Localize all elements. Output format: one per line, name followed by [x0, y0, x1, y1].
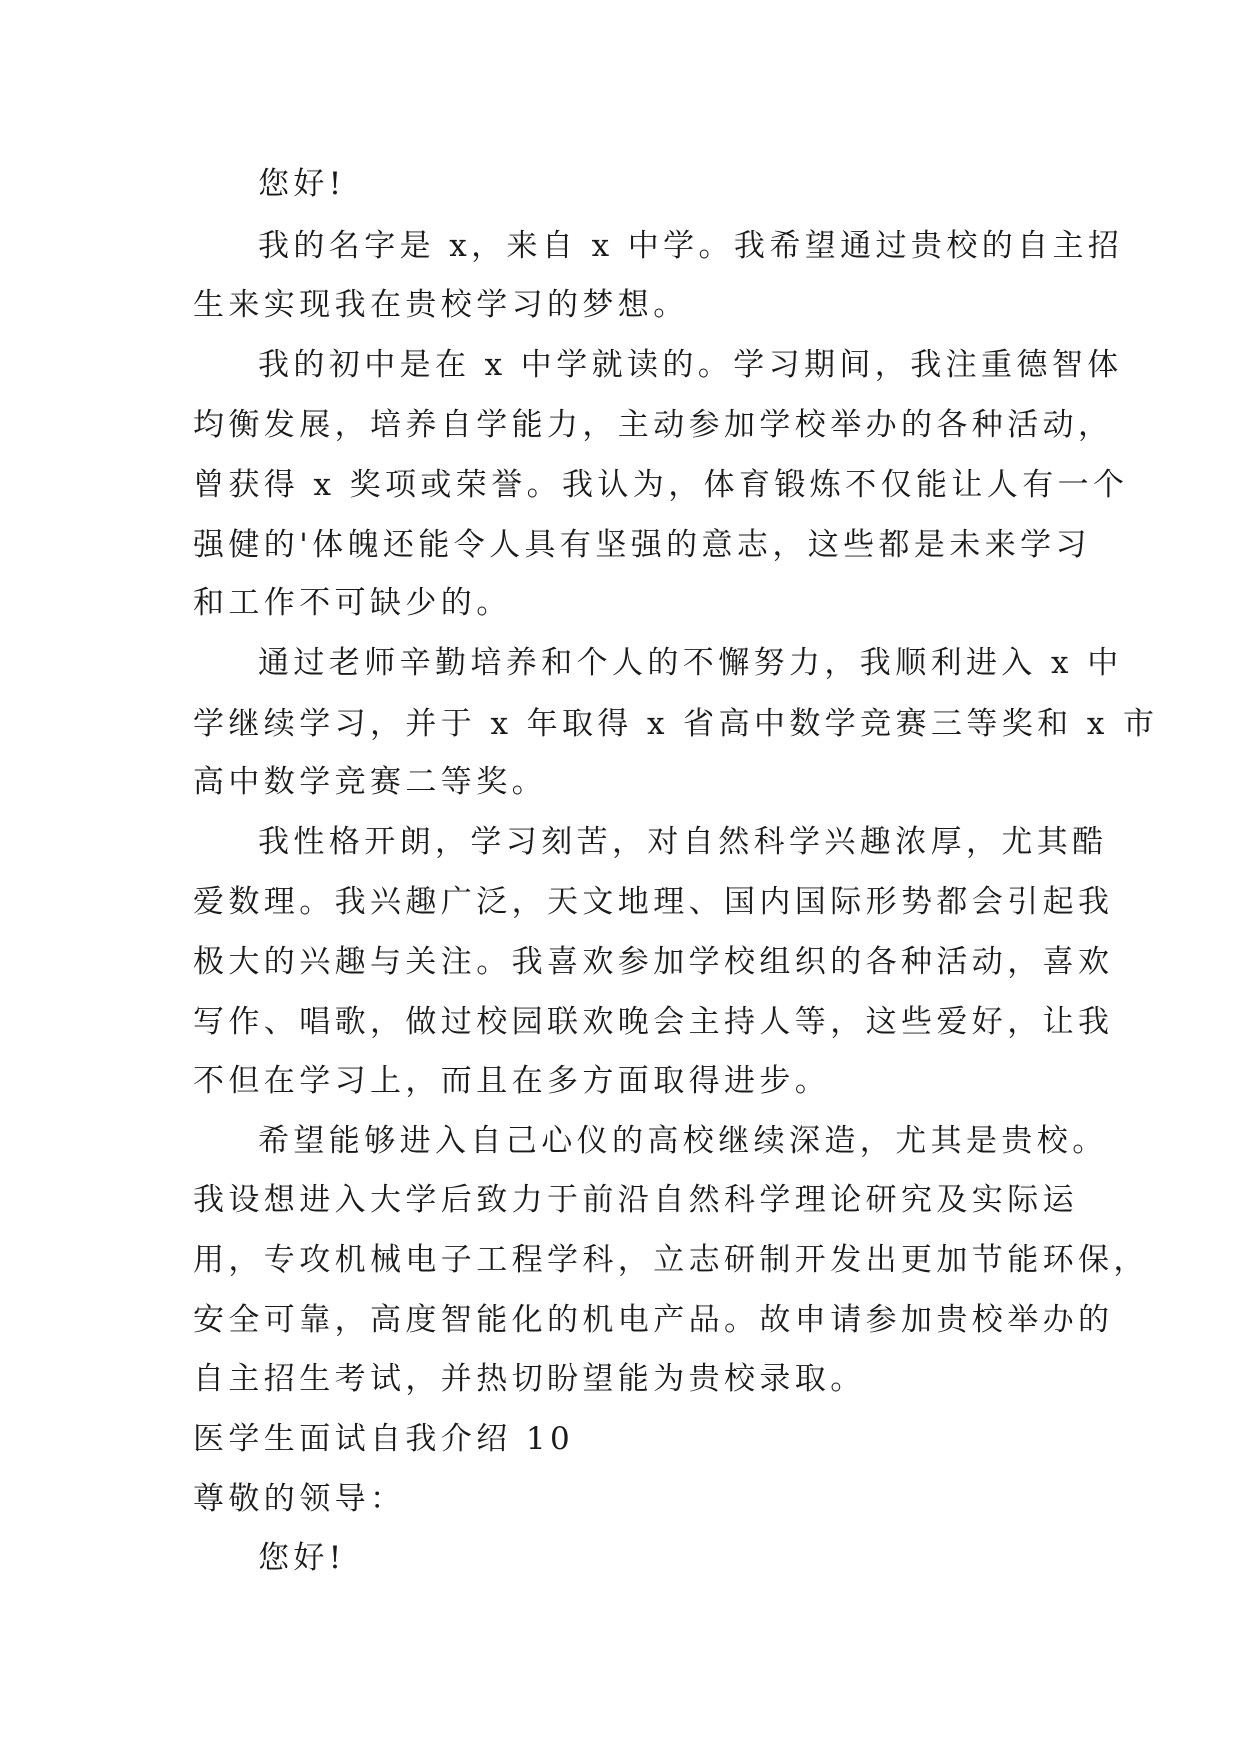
paragraph-2-line-5: 和工作不可缺少的。: [193, 585, 512, 621]
paragraph-5-line-1: 希望能够进入自己心仪的高校继续深造，尤其是贵校。: [258, 1123, 1108, 1159]
paragraph-4-line-5: 不但在学习上，而且在多方面取得进步。: [193, 1063, 831, 1099]
paragraph-1-line-1: 我的名字是 x，来自 x 中学。我希望通过贵校的自主招: [258, 228, 1124, 264]
paragraph-3-line-1: 通过老师辛勤培养和个人的不懈努力，我顺利进入 x 中: [258, 645, 1123, 681]
paragraph-4-line-1: 我性格开朗，学习刻苦，对自然科学兴趣浓厚，尤其酷: [258, 824, 1108, 860]
paragraph-4-line-3: 极大的兴趣与关注。我喜欢参加学校组织的各种活动，喜欢: [193, 944, 1114, 980]
paragraph-5-line-5: 自主招生考试，并热切盼望能为贵校录取。: [193, 1361, 866, 1397]
paragraph-1-line-2: 生来实现我在贵校学习的梦想。: [193, 287, 689, 323]
paragraph-5-line-3: 用，专攻机械电子工程学科，立志研制开发出更加节能环保，: [193, 1242, 1149, 1278]
paragraph-2-line-1: 我的初中是在 x 中学就读的。学习期间，我注重德智体: [258, 347, 1123, 383]
paragraph-2-line-2: 均衡发展，培养自学能力，主动参加学校举办的各种活动，: [193, 407, 1114, 443]
paragraph-4-line-4: 写作、唱歌，做过校园联欢晚会主持人等，这些爱好，让我: [193, 1004, 1114, 1040]
paragraph-5-line-4: 安全可靠，高度智能化的机电产品。故申请参加贵校举办的: [193, 1302, 1114, 1338]
paragraph-3-line-3: 高中数学竞赛二等奖。: [193, 764, 547, 800]
paragraph-2-line-3: 曾获得 x 奖项或荣誉。我认为，体育锻炼不仅能让人有一个: [193, 467, 1129, 503]
greeting-line-2: 您好!: [258, 1540, 346, 1576]
paragraph-5-line-2: 我设想进入大学后致力于前沿自然科学理论研究及实际运: [193, 1182, 1078, 1218]
paragraph-2-line-4: 强健的'体魄还能令人具有坚强的意志，这些都是未来学习: [193, 527, 1091, 563]
salutation-line: 尊敬的领导：: [193, 1481, 406, 1517]
greeting-line: 您好!: [258, 166, 346, 202]
paragraph-3-line-2: 学继续学习，并于 x 年取得 x 省高中数学竞赛三等奖和 x 市: [193, 706, 1159, 742]
section-heading: 医学生面试自我介绍 10: [193, 1421, 575, 1457]
paragraph-4-line-2: 爱数理。我兴趣广泛，天文地理、国内国际形势都会引起我: [193, 884, 1114, 920]
